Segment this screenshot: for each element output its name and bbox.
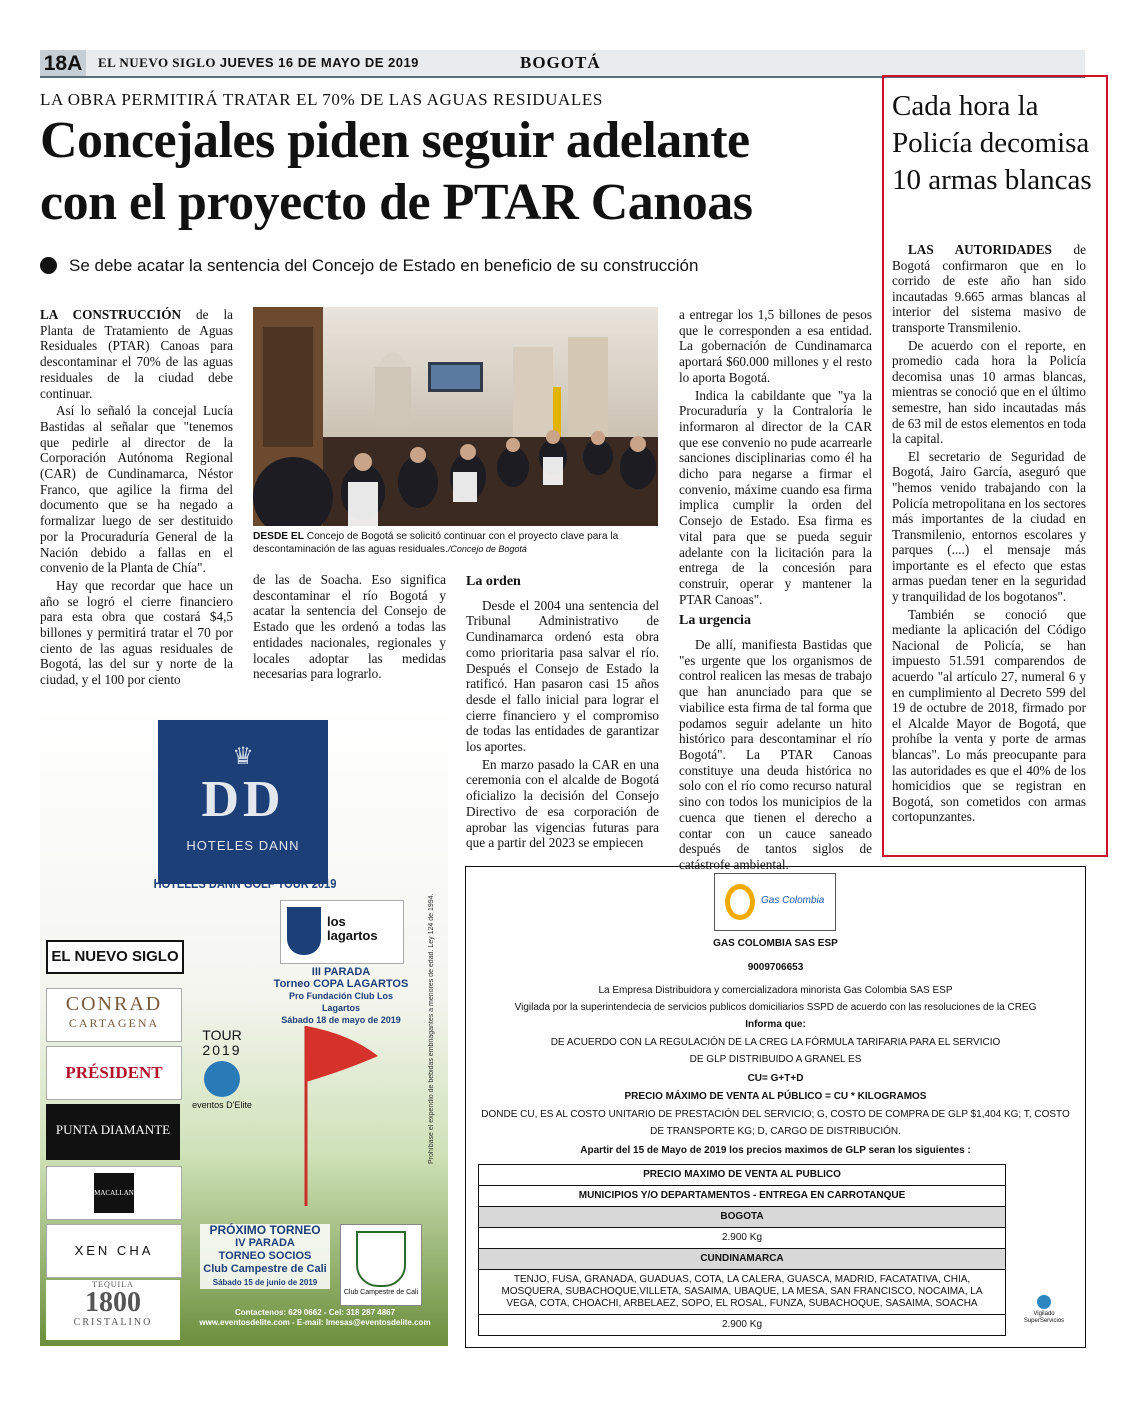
page-header (40, 50, 1085, 78)
macallan-name: MACALLAN (94, 1173, 134, 1213)
notice-line-6: DE TRANSPORTE KG; D, CARGO DE DISTRIBUCIÓN. (650, 1126, 901, 1137)
sponsor-punta-diamante: PUNTA DIAMANTE (46, 1104, 180, 1160)
article-column-1 (40, 307, 233, 690)
col1-p2: Así lo señaló la concejal Lucía Bastidas al señalar que "tenemos que pedirle al director de la Corporación Autónoma Regional (CAR) de Cundinamarca, Néstor Franco, que agilice la firma del documento que se ha negado a formalizar luego de ser destituido por la Procuraduría General de la Nación debido a fallas en el convenio de la Planta de Chía". (40, 403, 233, 576)
sidebar-p4: También se conoció que mediante la aplicación del Código Nacional de Policía, se han impuesto 51.591 comparendos de acuerdo "al artículo 27, numeral 6 y en cumplimiento al Decreto 599 del 19 de octubre de 2018, firmado por el Alcalde Mayor de Bogotá, que prohíbe la venta y porte de armas blancas". Lo más preocupante para las autoridades es que el 40% de los homicidios que se registran en Bogotá, son cometidos con armas cortopunzantes. (892, 606, 1086, 825)
superservicios-icon (1037, 1295, 1051, 1309)
col4-p3: De allí, manifiesta Bastidas que "es urgente que los organismos de control realicen las mesas de trabajo que han anunciado para que se viabilice esta firma de tal forma que podamos seguir adelante un hito histórico para descontaminar el río Bogotá". La PTAR Canoas constituye una deuda histórica no solo con el río como recurso natural sino con todos los municipios de la cuenca que tienen el derecho a contar con un cauce saneado después de tantos siglos de catástrofe ambiental. (679, 637, 872, 872)
bullet-icon (40, 257, 57, 274)
company-nit: 9009706653 (747, 962, 804, 973)
article-column-4 (679, 307, 872, 875)
notice-line-5: DONDE CU, ES AL COSTO UNITARIO DE PRESTACIÓN DEL SERVICIO; G, COSTO DE COMPRA DE GLP $1,404 KG; T, COSTO (481, 1109, 1070, 1120)
next-title: PRÓXIMO TORNEO (209, 1223, 321, 1237)
event-info (270, 966, 412, 1026)
ad-contacts (190, 1308, 440, 1328)
informs: Informa que: (745, 1019, 806, 1030)
notice-line-2: Vigilada por la superintendecia de servicios publicos domiciliarios SSPD de acuerdo con las resoluciones de la CREG (514, 1002, 1037, 1013)
headline-line-2: con el proyecto de PTAR Canoas (40, 174, 753, 231)
conrad-name: CONRAD (65, 993, 163, 1015)
lagartos-shield-icon (287, 907, 321, 955)
article-kicker: LA OBRA PERMITIRÁ TRATAR EL 70% DE LAS AGUAS RESIDUALES (40, 90, 603, 109)
event-name: Torneo COPA LAGARTOS (273, 978, 409, 990)
sponsor-1800 (46, 1280, 180, 1340)
next-date: Sábado 15 de junio de 2019 (212, 1278, 318, 1287)
article-column-2 (253, 572, 446, 684)
sponsor-el-nuevo-siglo: EL NUEVO SIGLO (46, 940, 184, 974)
next-stage: IV PARADA (235, 1237, 295, 1249)
col3-p1: Desde el 2004 una sentencia del Tribunal Administrativo de Cundinamarca ordenó esta obra como prioritaria pasa salvar el río. Después el Consejo de Estado la ratificó. Han pasaron casi 15 años desde el fallo inicial para lograr el cierre financiero y el compromiso de todas las entidades de garantizar los aportes. (466, 597, 659, 755)
los-lagartos-logo (280, 900, 404, 964)
eventos-elite-icon (204, 1061, 240, 1097)
sponsor-macallan (46, 1166, 182, 1220)
issue-date: JUEVES 16 DE MAYO DE 2019 (219, 55, 419, 70)
flame-icon (725, 884, 755, 920)
ad-phones: Contactenos: 629 0662 - Cel: 318 287 4867 (234, 1308, 396, 1317)
sidebar-p1: de Bogotá confirmaron que en lo corrido de este año han sido incautadas 9.665 armas blancas al interior del sistema masivo de transporte Transmilenio. (892, 242, 1086, 335)
eventos-elite-name: eventos D'Elite (192, 1100, 252, 1110)
sponsor-president: PRÉSIDENT (46, 1046, 182, 1100)
lead-word: LA CONSTRUCCIÓN (40, 307, 182, 322)
sidebar-p2: De acuerdo con el reporte, en promedio cada hora la Policía decomisa unas 10 armas blancas, mientras se conoció que en el último semestre, han sido incautadas más de 63 mil de estos elementos en toda la capital. (892, 337, 1086, 447)
company-name: GAS COLOMBIA SAS ESP (713, 938, 838, 949)
col2-p1: de las de Soacha. Eso significa descontaminar el río Bogotá y acatar la sentencia del Consejo de Estado que les ordenó a todas las entidades nacionales, regionales y locales adoptar las medidas necesarias para lograrlo. (253, 572, 446, 682)
tour-year: 2019 (202, 1042, 242, 1058)
article-column-3 (466, 568, 659, 853)
section-name: BOGOTÁ (520, 53, 601, 72)
publication-name: EL NUEVO SIGLO (98, 55, 216, 70)
next-club: Club Campestre de Cali (203, 1263, 327, 1275)
caption-credit: /Concejo de Bogotá (447, 544, 527, 554)
cristalino-label: CRISTALINO (73, 1317, 153, 1328)
club-logo-text: Club Campestre de Cali (343, 1289, 419, 1296)
event-cause: Pro Fundación Club Los Lagartos (289, 991, 393, 1013)
row-cundinamarca: CUNDINAMARCA (479, 1249, 1005, 1270)
subheadline-text: Se debe acatar la sentencia del Concejo de Estado en beneficio de su construcción (69, 256, 699, 275)
gas-colombia-notice (465, 866, 1086, 1348)
page-number: 18A (40, 50, 86, 76)
superservicios-logo (1014, 1295, 1074, 1325)
sponsor-conrad (46, 988, 182, 1042)
article-headline (40, 110, 870, 234)
caption-lead: DESDE EL (253, 531, 304, 542)
col1-p3: Hay que recordar que hace un año se logró el cierre financiero para esta obra que costará $4,5 billones y permitirá tratar el 70 por ciento de las aguas residuales de Bogotá, las del sur y norte de la ciudad, y el 100 por ciento (40, 577, 233, 688)
event-date: Sábado 18 de mayo de 2019 (281, 1015, 401, 1025)
col4-p1: a entregar los 1,5 billones de pesos que le corresponden a esa entidad. La gobernación de Cundinamarca aportará $60.000 millones y el resto lo aporta Bogotá. (679, 307, 872, 385)
col1-p1: de la Planta de Tratamiento de Aguas Residuales (PTAR) Canoas para descontaminar el 70% de las aguas residuales de la ciudad debe continuar. (40, 307, 233, 401)
event-stage: III PARADA (311, 966, 371, 978)
article-subheadline (40, 256, 698, 276)
cundinamarca-municipalities: TENJO, FUSA, GRANADA, GUADUAS, COTA, LA CALERA, GUASCA, MADRID, FACATATIVA, CHIA, MOSQUERA, SUBACHOQUE,VILLETA, SASAIMA, UBAQUE, LA MESA, SAN FRANCISCO, NOCAIMA, LA VEGA, COTA, CHOACHI, ARBELAEZ, SOPO, EL ROSAL, FUNZA, SUBACHOQUE, SASAIMA, SOACHA (479, 1270, 1005, 1315)
sidebar-lead: LAS AUTORIDADES (908, 242, 1052, 257)
subhead-la-urgencia: La urgencia (679, 613, 751, 629)
max-price-formula: PRECIO MÁXIMO DE VENTA AL PÚBLICO = CU * KILOGRAMOS (624, 1091, 927, 1102)
lagartos-name: los lagartos (327, 914, 378, 943)
price-cundinamarca: 2.900 Kg (721, 1319, 763, 1330)
sidebar-title: Cada hora la Policía decomisa 10 armas blancas (892, 90, 1092, 196)
gas-colombia-logo (714, 873, 836, 931)
superservicios-text: Vigilado SuperServicios (1023, 1311, 1065, 1324)
sponsor-xen-cha: XEN CHA (46, 1224, 182, 1278)
article-photo (253, 307, 658, 526)
headline-line-1: Concejales piden seguir adelante (40, 112, 750, 169)
sidebar-p3: El secretario de Seguridad de Bogotá, Jairo García, aseguró que "hemos venido trabajando con la Policía metropolitana en los sectores más importantes de la ciudad en Transmilenio, entornos escolares y parques (....) el mensaje más importante es el efecto que estas armas puedan tener en la seguridad y tranquilidad de los bogotanos". (892, 448, 1086, 605)
tour-title: HOTELES DANN GOLF TOUR 2019 (153, 876, 337, 891)
caption-text: Concejo de Bogotá se solicitó continuar con el proyecto clave para la descontaminación de las aguas residuales. (253, 531, 619, 555)
council-chamber-image (253, 307, 658, 526)
notice-line-4: DE GLP DISTRIBUIDO A GRANEL ES (689, 1054, 862, 1065)
price-table (478, 1164, 1006, 1336)
notice-line-7: Apartir del 15 de Mayo de 2019 los precios maximos de GLP seran los siguientes : (580, 1145, 971, 1156)
photo-caption (253, 530, 658, 556)
col3-p2: En marzo pasado la CAR en una ceremonia con el alcalde de Bogotá oficializo la decisión del Consejo Directivo de esa corporación de aprobar las vigencias futuras para que a partir del 2023 se empiecen (466, 756, 659, 851)
next-name: TORNEO SOCIOS (218, 1250, 312, 1262)
ad-web: www.eventosdelite.com - E-mail: lmesas@eventosdelite.com (199, 1318, 431, 1327)
notice-line-3: DE ACUERDO CON LA REGULACIÓN DE LA CREG LA FÓRMULA TARIFARIA PARA EL SERVICIO (550, 1037, 1001, 1048)
hotel-monogram: DD (201, 771, 285, 828)
notice-line-1: La Empresa Distribuidora y comercializadora minorista Gas Colombia SAS ESP (598, 985, 953, 996)
tour-word: TOUR (202, 1027, 242, 1043)
crown-icon: ♛ (232, 744, 254, 770)
1800-label: 1800 (85, 1287, 141, 1318)
col4-p2: Indica la cabildante que "ya la Procuraduría y la Contraloría le informaron al director de la CAR que ese convenio no pude acarrearle sanciones disciplinarias como él ha dicho para negarse a firmar el convenio, máxime cuando esa firma implica cumplir la orden del Consejo de Estado. Esa firma es vital para que se pueda seguir adelante con la licitación para la entrega de la concesión para construir, operar y mantener la PTAR Canoas". (679, 387, 872, 607)
conrad-city: CARTAGENA (68, 1016, 160, 1030)
golf-tour-advertisement (40, 704, 448, 1346)
price-bogota: 2.900 Kg (479, 1228, 1005, 1249)
golf-flag-icon (280, 1020, 390, 1210)
subhead-la-orden: La orden (466, 574, 521, 589)
ad-legal-notice: Prohíbase el expendio de bebidas embriagantes a menores de edad. Ley 124 de 1994. (428, 893, 435, 1164)
next-tournament-info (200, 1224, 330, 1289)
club-shield-icon (356, 1231, 406, 1287)
hoteles-dann-logo (158, 720, 328, 884)
sidebar-body (892, 242, 1086, 827)
row-bogota: BOGOTA (479, 1207, 1005, 1228)
table-subtitle: MUNICIPIOS Y/O DEPARTAMENTOS - ENTREGA EN CARROTANQUE (479, 1186, 1005, 1207)
hotel-name: HOTELES DANN (186, 838, 300, 853)
tour-2019-logo (192, 1028, 252, 1110)
tariff-formula: CU= G+T+D (747, 1073, 804, 1084)
gas-logo-text: Gas Colombia (761, 895, 825, 906)
table-title: PRECIO MAXIMO DE VENTA AL PUBLICO (479, 1165, 1005, 1186)
publication-date-line (98, 55, 419, 71)
club-campestre-logo (340, 1224, 422, 1306)
tequila-label: TEQUILA (92, 1280, 134, 1289)
